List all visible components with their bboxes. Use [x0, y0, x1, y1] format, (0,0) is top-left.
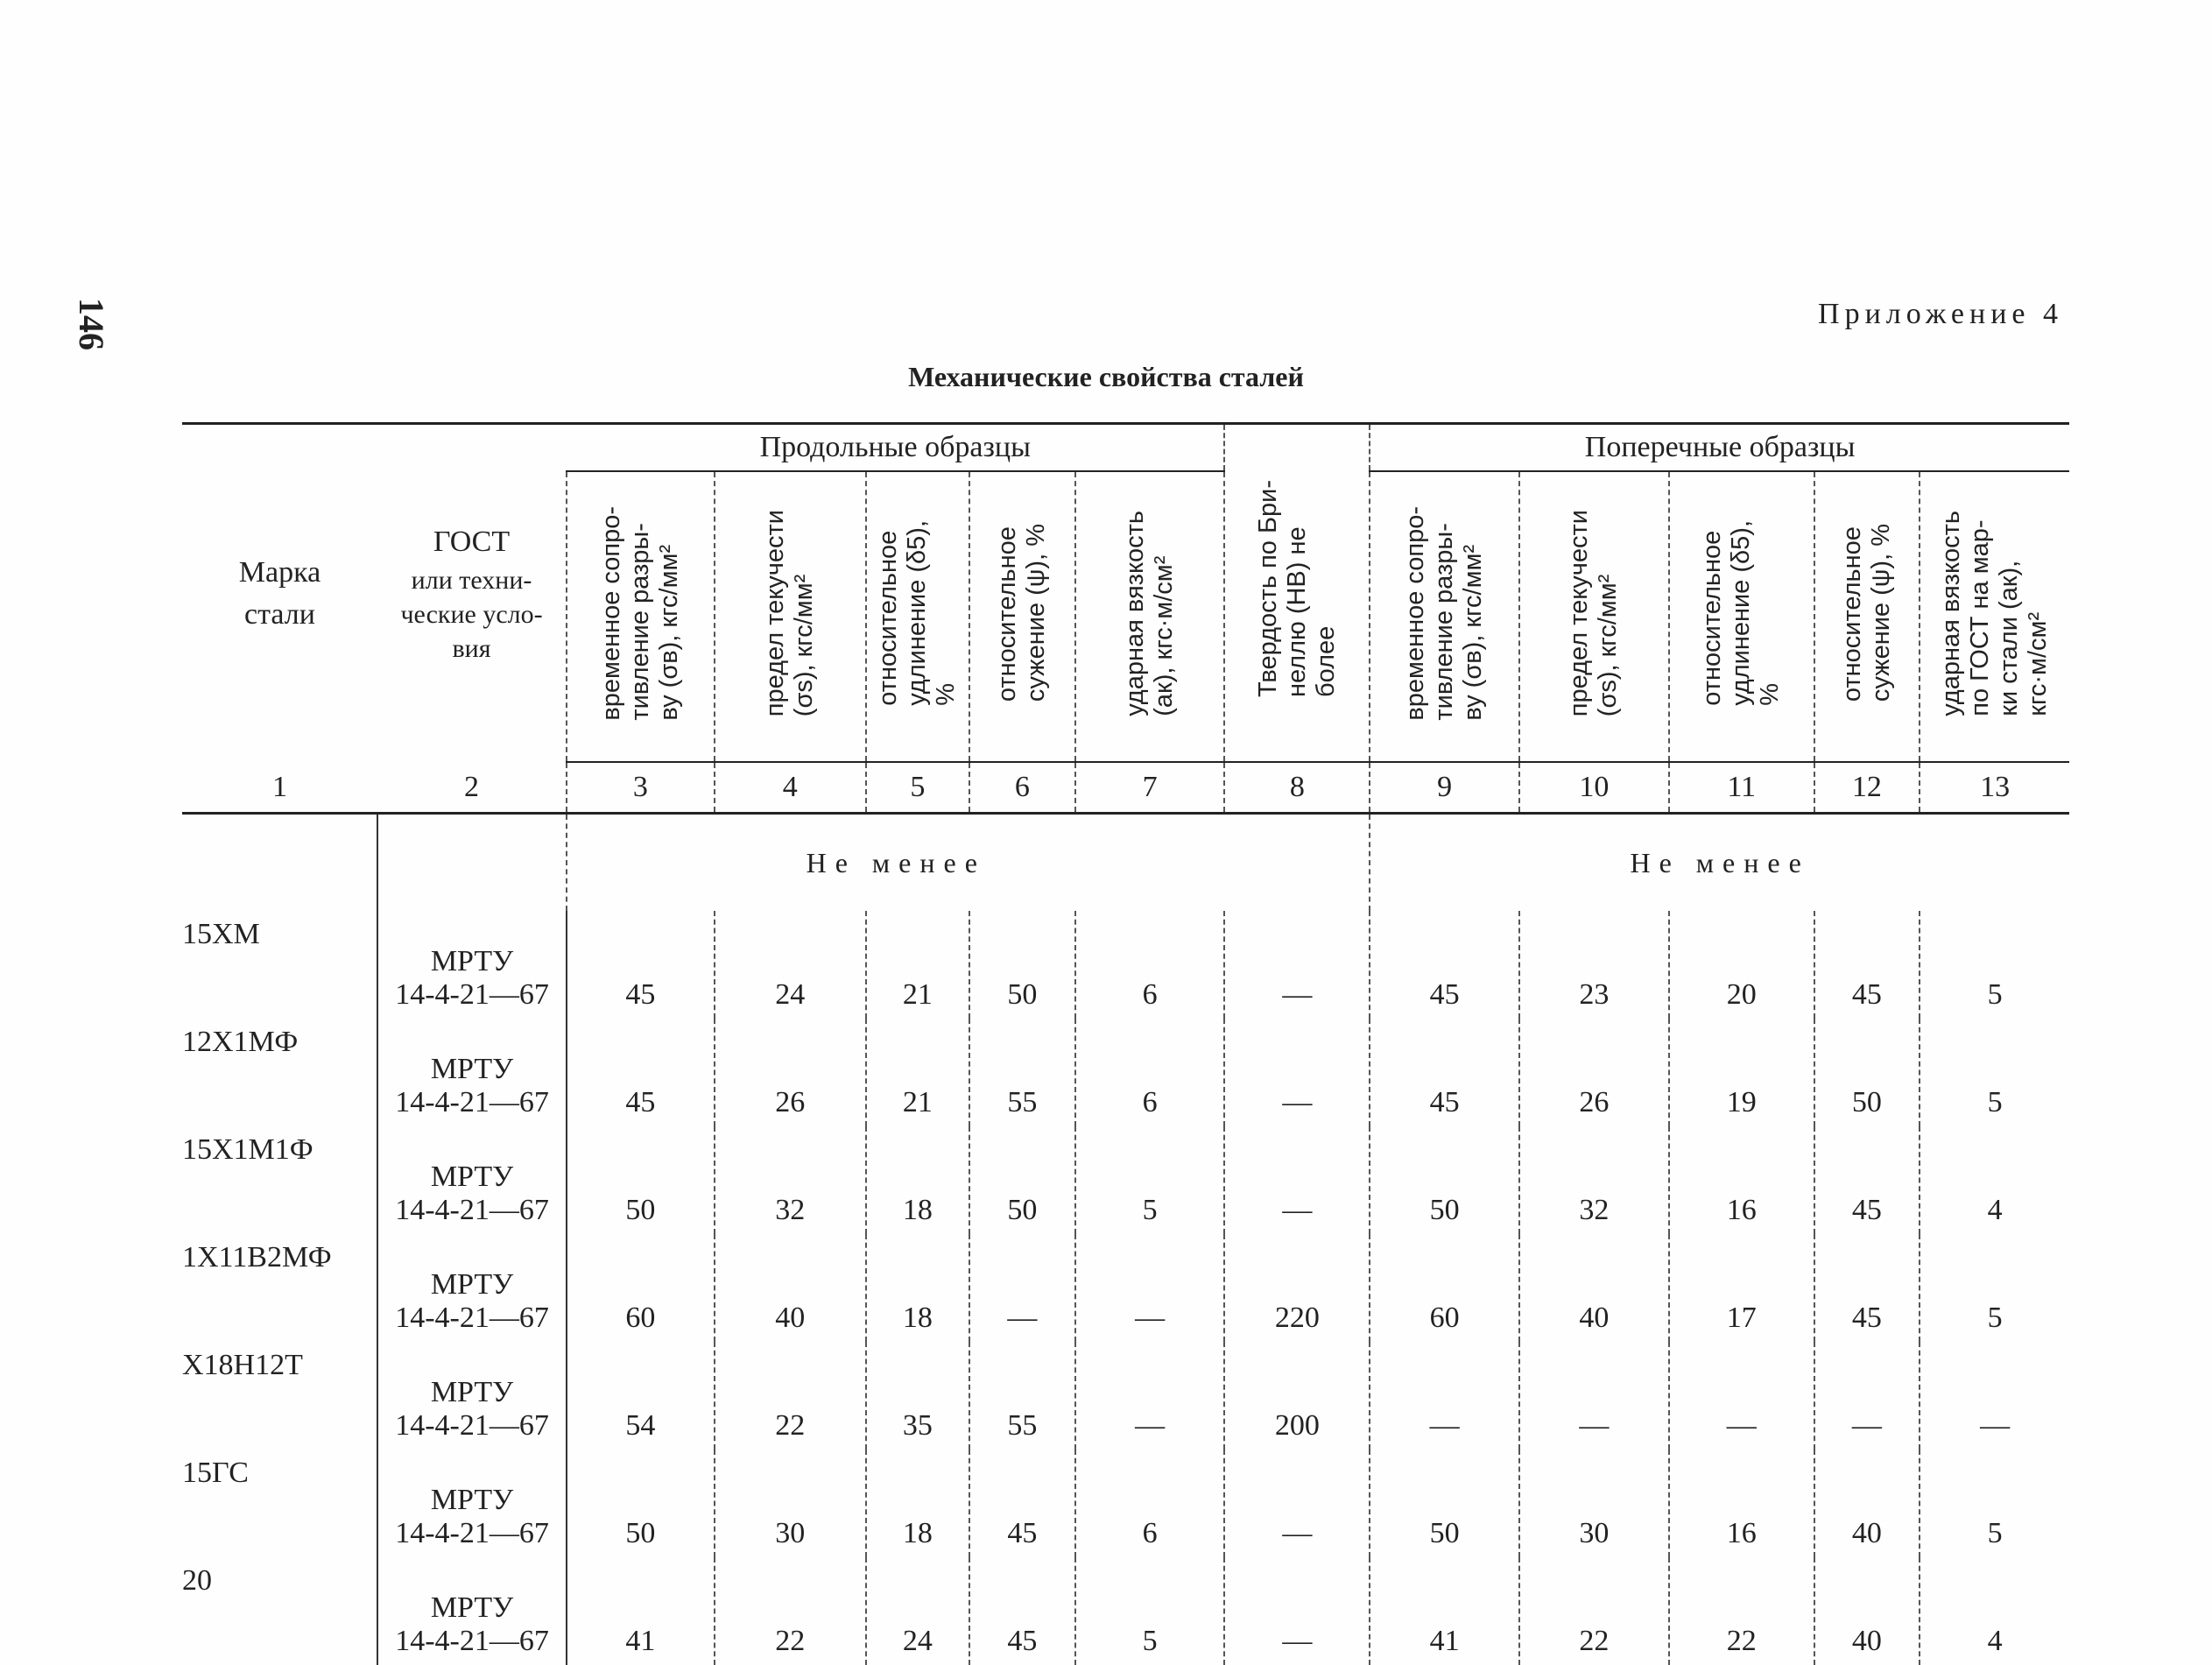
table-row — [182, 1126, 2069, 1234]
value-cell-c6: 50 — [969, 911, 1075, 1019]
column-number: 8 — [1224, 762, 1370, 814]
value-cell-c11: 20 — [1669, 911, 1814, 1019]
value-cell-c7: 6 — [1075, 1450, 1225, 1557]
table-row — [182, 1557, 2069, 1665]
gost-standard: МРТУ — [430, 945, 514, 977]
value-cell-c9: 45 — [1370, 911, 1519, 1019]
value-cell-c12: — — [1814, 1342, 1920, 1450]
gost-cell — [377, 1557, 567, 1665]
appendix-label: Приложение 4 — [1818, 298, 2063, 330]
gost-standard: МРТУ — [430, 1591, 514, 1624]
header-c7: ударная вязкость (aк), кгс·м/см² — [1075, 471, 1225, 762]
value-cell-c11: 22 — [1669, 1557, 1814, 1665]
header-c3: временное сопро- тивление разры- ву (σв), кгс/мм² — [567, 471, 715, 762]
gost-standard: МРТУ — [430, 1161, 514, 1193]
value-cell-c10: 22 — [1519, 1557, 1669, 1665]
value-cell-c7: 5 — [1075, 1126, 1225, 1234]
steel-properties-table — [182, 422, 2069, 1665]
gost-standard: МРТУ — [430, 1053, 514, 1085]
value-cell-c6: 45 — [969, 1557, 1075, 1665]
value-cell-c12: 40 — [1814, 1557, 1920, 1665]
gost-number: 14-4-21—67 — [395, 1517, 549, 1549]
column-number: 2 — [377, 762, 567, 814]
value-cell-c8: — — [1224, 1019, 1370, 1126]
value-cell-c6: 55 — [969, 1019, 1075, 1126]
column-number: 9 — [1370, 762, 1519, 814]
gost-number: 14-4-21—67 — [395, 1409, 549, 1442]
group-longitudinal: Продольные образцы — [567, 425, 1224, 471]
gost-cell — [377, 1126, 567, 1234]
value-cell-c5: 21 — [866, 911, 970, 1019]
value-cell-c8: 200 — [1224, 1342, 1370, 1450]
column-number: 11 — [1669, 762, 1814, 814]
header-c4: предел текучести (σs), кгс/мм² — [715, 471, 866, 762]
value-cell-c13: 5 — [1920, 911, 2069, 1019]
gost-standard: МРТУ — [430, 1484, 514, 1516]
gost-number: 14-4-21—67 — [395, 1086, 549, 1118]
value-cell-c3: 50 — [625, 1194, 656, 1226]
table-row — [182, 1342, 2069, 1450]
gost-cell — [377, 1234, 567, 1342]
value-cell-c11: 19 — [1669, 1019, 1814, 1126]
value-cell-c3: 60 — [625, 1302, 656, 1334]
header-c8: Твердость по Бри- неллю (HB) не более — [1224, 425, 1370, 762]
value-cell-c3: 54 — [625, 1409, 656, 1442]
gost-cell — [377, 911, 567, 1019]
value-cell-c12: 45 — [1814, 911, 1920, 1019]
value-cell-c3: 50 — [625, 1517, 656, 1549]
gost-number: 14-4-21—67 — [395, 1194, 549, 1226]
value-cell-c6: 55 — [969, 1342, 1075, 1450]
value-cell-c4: 32 — [715, 1126, 866, 1234]
value-cell-c12: 45 — [1814, 1234, 1920, 1342]
value-cell-c9: 50 — [1370, 1450, 1519, 1557]
value-cell-c11: 17 — [1669, 1234, 1814, 1342]
value-cell-c6: — — [969, 1234, 1075, 1342]
value-cell-c5: 18 — [866, 1234, 970, 1342]
value-cell-c5: 18 — [866, 1126, 970, 1234]
table-title: Механические свойства сталей — [908, 361, 1304, 392]
value-cell-c13: 4 — [1920, 1126, 2069, 1234]
value-cell-c8: 220 — [1224, 1234, 1370, 1342]
header-c13: ударная вязкость по ГОСТ на мар- ки стали (aк), кгс·м/см² — [1920, 471, 2069, 762]
value-cell-c3: 41 — [625, 1625, 656, 1657]
value-cell-c4: 22 — [715, 1342, 866, 1450]
value-cell-c7: 6 — [1075, 911, 1225, 1019]
value-cell-c4: 22 — [715, 1557, 866, 1665]
value-cell-c13: 5 — [1920, 1019, 2069, 1126]
gost-standard: МРТУ — [430, 1376, 514, 1408]
not-less-row — [182, 814, 2069, 912]
value-cell-c4: 24 — [715, 911, 866, 1019]
value-cell-c8: — — [1224, 1450, 1370, 1557]
value-cell-c10: — — [1519, 1342, 1669, 1450]
gost-number: 14-4-21—67 — [395, 978, 549, 1011]
value-cell-c9: 50 — [1370, 1126, 1519, 1234]
gost-number: 14-4-21—67 — [395, 1302, 549, 1334]
value-cell-c10: 30 — [1519, 1450, 1669, 1557]
value-cell-c10: 40 — [1519, 1234, 1669, 1342]
value-cell-c13: 5 — [1920, 1450, 2069, 1557]
header-c10: предел текучести (σs), кгс/мм² — [1519, 471, 1669, 762]
value-cell-c12: 40 — [1814, 1450, 1920, 1557]
steel-grade: 15ГС — [182, 1457, 249, 1489]
value-cell-c9: — — [1370, 1342, 1519, 1450]
value-cell-c10: 32 — [1519, 1126, 1669, 1234]
table-row — [182, 1234, 2069, 1342]
value-cell-c9: 60 — [1370, 1234, 1519, 1342]
gost-standard: МРТУ — [430, 1268, 514, 1301]
header-c9: временное сопро- тивление разры- ву (σв), кгс/мм² — [1370, 471, 1519, 762]
table-row — [182, 1450, 2069, 1557]
value-cell-c11: 16 — [1669, 1450, 1814, 1557]
column-numbers-row — [182, 762, 2069, 814]
value-cell-c8: — — [1224, 1126, 1370, 1234]
value-cell-c4: 30 — [715, 1450, 866, 1557]
value-cell-c8: — — [1224, 911, 1370, 1019]
header-grade: Марка стали — [238, 555, 321, 631]
value-cell-c13: 5 — [1920, 1234, 2069, 1342]
value-cell-c10: 23 — [1519, 911, 1669, 1019]
value-cell-c6: 45 — [969, 1450, 1075, 1557]
value-cell-c5: 35 — [866, 1342, 970, 1450]
header-c12: относительное сужение (ψ), % — [1814, 471, 1920, 762]
page-number: 146 — [72, 298, 111, 350]
value-cell-c13: — — [1920, 1342, 2069, 1450]
header-c11: относительное удлинение (δ5), % — [1669, 471, 1814, 762]
table-row — [182, 1019, 2069, 1126]
column-number: 13 — [1920, 762, 2069, 814]
group-transverse: Поперечные образцы — [1370, 425, 2069, 471]
value-cell-c12: 50 — [1814, 1019, 1920, 1126]
value-cell-c9: 45 — [1370, 1019, 1519, 1126]
value-cell-c7: 5 — [1075, 1557, 1225, 1665]
steel-grade: 15ХМ — [182, 918, 260, 950]
gost-number: 14-4-21—67 — [395, 1625, 549, 1657]
gost-cell — [377, 1450, 567, 1557]
column-number: 7 — [1075, 762, 1225, 814]
steel-grade: 15Х1М1Ф — [182, 1133, 313, 1166]
value-cell-c10: 26 — [1519, 1019, 1669, 1126]
value-cell-c7: — — [1075, 1234, 1225, 1342]
value-cell-c7: — — [1075, 1342, 1225, 1450]
value-cell-c5: 24 — [866, 1557, 970, 1665]
column-number: 10 — [1519, 762, 1669, 814]
column-number: 4 — [715, 762, 866, 814]
value-cell-c9: 41 — [1370, 1557, 1519, 1665]
table-body — [182, 911, 2069, 1665]
value-cell-c5: 18 — [866, 1450, 970, 1557]
value-cell-c3: 45 — [625, 978, 656, 1011]
gost-cell — [377, 1019, 567, 1126]
value-cell-c12: 45 — [1814, 1126, 1920, 1234]
value-cell-c4: 26 — [715, 1019, 866, 1126]
steel-grade: 1Х11В2МФ — [182, 1241, 332, 1273]
header-gost: ГОСТ или техни- ческие усло- вия — [400, 526, 543, 663]
column-number: 1 — [182, 762, 377, 814]
steel-grade: 12Х1МФ — [182, 1026, 299, 1058]
value-cell-c5: 21 — [866, 1019, 970, 1126]
steel-grade: 20 — [182, 1564, 212, 1597]
value-cell-c11: 16 — [1669, 1126, 1814, 1234]
not-less-label-transverse: Не менее — [1370, 814, 2069, 912]
column-number: 5 — [866, 762, 970, 814]
column-number: 12 — [1814, 762, 1920, 814]
steel-grade: Х18Н12Т — [182, 1349, 303, 1381]
table-row — [182, 911, 2069, 1019]
not-less-label-longitudinal: Не менее — [567, 814, 1224, 912]
column-number: 6 — [969, 762, 1075, 814]
header-c5: относительное удлинение (δ5), % — [866, 471, 970, 762]
value-cell-c11: — — [1669, 1342, 1814, 1450]
value-cell-c7: 6 — [1075, 1019, 1225, 1126]
gost-cell — [377, 1342, 567, 1450]
value-cell-c4: 40 — [715, 1234, 866, 1342]
value-cell-c8: — — [1224, 1557, 1370, 1665]
value-cell-c3: 45 — [625, 1086, 656, 1118]
header-c6: относительное сужение (ψ), % — [969, 471, 1075, 762]
column-number: 3 — [567, 762, 715, 814]
value-cell-c6: 50 — [969, 1126, 1075, 1234]
value-cell-c13: 4 — [1920, 1557, 2069, 1665]
